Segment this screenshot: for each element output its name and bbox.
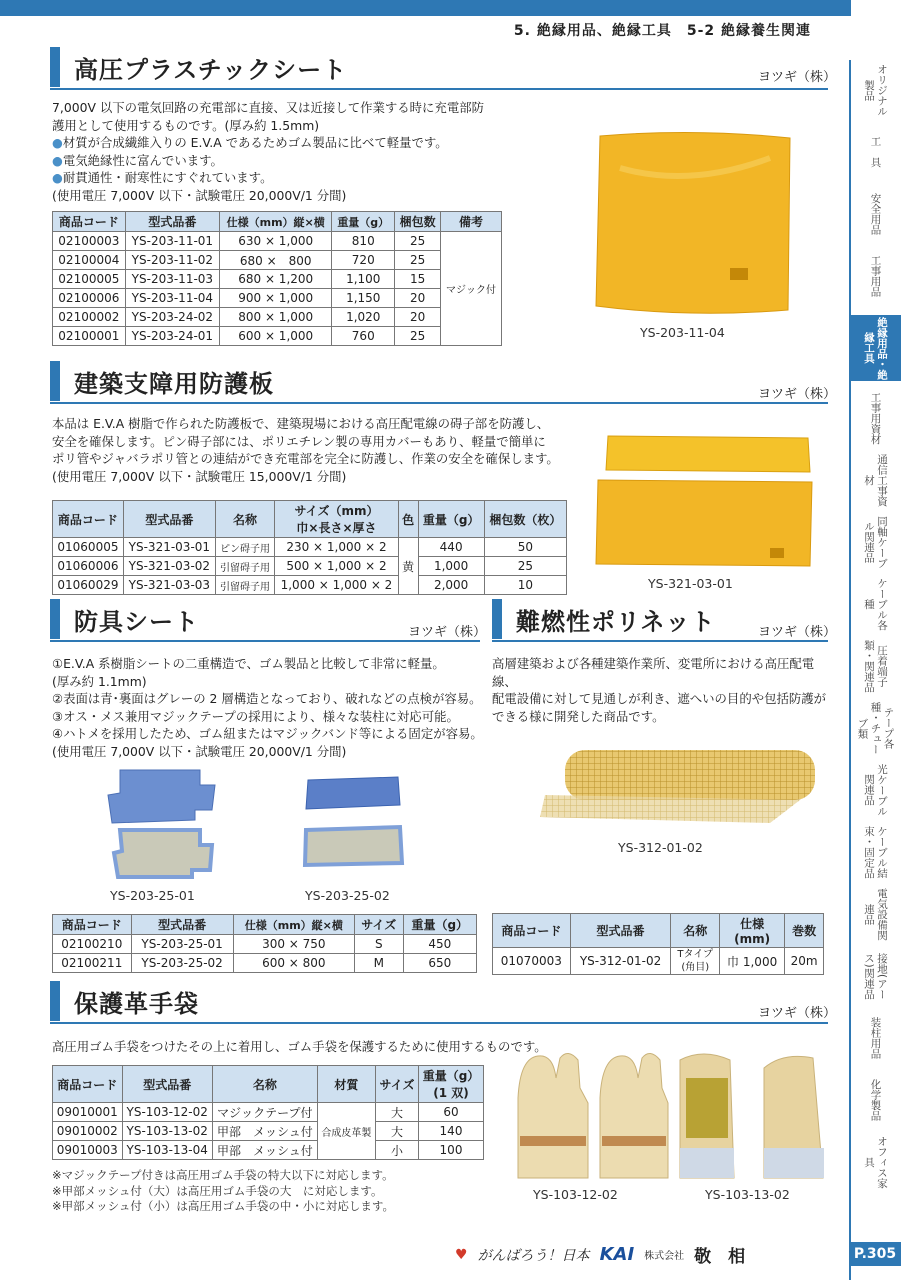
- table-row: 02100003 YS-203-11-01 630 × 1,000 810 25 マジック付: [53, 232, 502, 251]
- company-prefix: 株式会社: [644, 1251, 685, 1262]
- table-row: 01060005 YS-321-03-01 ピン碍子用 230 × 1,000 × 2 黄 440 50: [53, 538, 567, 557]
- sidebar-item-active[interactable]: 絶縁用品・絶縁工具: [849, 315, 901, 381]
- s1-description: 7,000V 以下の電気回路の充電部に直接、又は近接して作業する時に充電部防 護用として使用するものです。(厚み約 1.5mm) ●材質が合成繊維入りの E.V.A であるためゴム製品に比べて軽量です。 ●電気絶縁性に富んでいます。 ●耐貫通性・耐寒性にすぐれています。 (使用電圧 7,000V 以下・試験電圧 20,000V/1 分間): [52, 100, 484, 203]
- s2-table: 商品コード 型式品番 名称 サイズ（mm） 巾×長さ×厚さ 色 重量（g） 梱包数（枚） 01060005 YS-321-03-01 ピン碍子用 230 × 1,000 × 2 黄 440 50 01060006 YS-321-03-02 引留碍子用 500 × 1,000 × 2 1,000 25 01060029 YS-321-03-03 引留碍子用 1,000 × 1,000 × 2 2,000 10: [52, 500, 567, 595]
- heart-icon: ♥: [455, 1246, 468, 1263]
- table-row: 02100210 YS-203-25-01 300 × 750 S 450: [53, 935, 477, 954]
- top-bar: [0, 0, 851, 16]
- chapter-heading: 5. 絶縁用品、絶縁工具 5-2 絶縁養生関連: [513, 23, 811, 39]
- maker: ヨツギ（株）: [758, 1006, 837, 1021]
- sidebar-item[interactable]: オフィス家具: [863, 1135, 888, 1189]
- company-name: 敬 相: [694, 1247, 746, 1267]
- maker: ヨツギ（株）: [408, 625, 487, 640]
- sidebar-item[interactable]: 電気設備関連品: [863, 887, 888, 941]
- s5-table: 商品コード 型式品番 名称 材質 サイズ 重量（g） (1 双) 09010001 YS-103-12-02 マジックテープ付 合成皮革製 大 60 09010002 YS-103-13-02 甲部 メッシュ付 大 140 09010003 YS-103-13-04 甲部 メッシュ付 小 100: [52, 1065, 484, 1160]
- table-row: 02100002 YS-203-24-02 800 × 1,000 1,020 20: [53, 308, 502, 327]
- plastic-sheet-image: [590, 128, 800, 318]
- sidebar-item[interactable]: 同軸ケーブル関連品: [863, 515, 888, 569]
- section-title-leather-gloves: 保護革手袋: [50, 980, 828, 1024]
- poly-net-image: [540, 745, 820, 825]
- table-row: 09010002 YS-103-13-02 甲部 メッシュ付 大 140: [53, 1122, 484, 1141]
- sidebar-item[interactable]: 工事用資材: [869, 391, 882, 445]
- caption-s3-2: YS-203-25-02: [305, 888, 390, 903]
- page-number: P.305: [849, 1242, 901, 1266]
- table-row: 09010003 YS-103-13-04 甲部 メッシュ付 小 100: [53, 1141, 484, 1160]
- s4-table: 商品コード 型式品番 名称 仕様 (mm) 巻数 01070003 YS-312-01-02 Tタイプ (角目) 巾 1,000 20m: [492, 913, 824, 975]
- s5-description: 高圧用ゴム手袋をつけたその上に着用し、ゴム手袋を保護するために使用するものです。: [52, 1039, 547, 1054]
- sidebar-item[interactable]: 化学製品: [869, 1079, 882, 1121]
- section-title-poly-net: 難燃性ポリネット: [492, 598, 828, 642]
- section-title-plastic-sheet: 高圧プラスチックシート: [50, 46, 828, 90]
- s1-table: 商品コード 型式品番 仕様（mm）縦×横 重量（g） 梱包数 備考 02100003 YS-203-11-01 630 × 1,000 810 25 マジック付 02100004 YS-203-11-02 680 × 800 720 25 02100005 YS-203-11-03 680 × 1,200 1,100 15 02100006 YS-203-11-04 900 × 1,000 1,150 20 02100002 YS-203-24-02 800 × 1,000 1,020 20 02100001 YS-203-24-01 600 × 1,000 760 25: [52, 211, 502, 346]
- caption-s2: YS-321-03-01: [648, 576, 733, 591]
- brand-logo: KAI: [599, 1244, 635, 1265]
- table-row: 01060029 YS-321-03-03 引留碍子用 1,000 × 1,000 × 2 2,000 10: [53, 576, 567, 595]
- caption-s1: YS-203-11-04: [640, 325, 725, 340]
- sidebar-item[interactable]: 工 具: [869, 136, 882, 168]
- sidebar-item[interactable]: テープ各種・チューブ類: [856, 701, 895, 755]
- table-row: 01070003 YS-312-01-02 Tタイプ (角目) 巾 1,000 20m: [493, 948, 824, 975]
- category-sidebar: [849, 60, 901, 1280]
- table-row: 02100211 YS-203-25-02 600 × 800 M 650: [53, 954, 477, 973]
- s3-description: ①E.V.A 系樹脂シートの二重構造で、ゴム製品と比較して非常に軽量。 (厚み約 1.1mm) ②表面は青･裏面はグレーの 2 層構造となっており、破れなどの点検が容易。 ③オス・メス兼用マジックテープの採用により、様々な装柱に対応可能。 ④ハトメを採用したため、ゴム紐またはマジックバンド等による固定が容易。 (使用電圧 7,000V 以下・試験電圧 20,000V/1 分間): [52, 656, 483, 759]
- sidebar-item[interactable]: 安全用品: [869, 193, 882, 235]
- sidebar-item[interactable]: 光ケーブル関連品: [863, 763, 888, 817]
- protective-board-image: [590, 430, 820, 572]
- table-row: 02100004 YS-203-11-02 680 × 800 720 25: [53, 251, 502, 270]
- table-row: 02100006 YS-203-11-04 900 × 1,000 1,150 20: [53, 289, 502, 308]
- sidebar-item[interactable]: ケーブル各種: [863, 577, 888, 631]
- maker: ヨツギ（株）: [758, 387, 837, 402]
- section-title-protective-sheet: 防具シート: [50, 598, 480, 642]
- caption-s3-1: YS-203-25-01: [110, 888, 195, 903]
- sidebar-item[interactable]: 装柱用品: [869, 1017, 882, 1059]
- maker: ヨツギ（株）: [758, 625, 837, 640]
- sidebar-item[interactable]: ケーブル結束・固定品: [863, 825, 888, 879]
- table-row: 01060006 YS-321-03-02 引留碍子用 500 × 1,000 × 2 1,000 25: [53, 557, 567, 576]
- section-title-protective-board: 建築支障用防護板: [50, 360, 828, 404]
- gloves-image: [508, 1048, 838, 1183]
- protective-sheet-images: [100, 765, 420, 880]
- s5-notes: ※マジックテープ付きは高圧用ゴム手袋の特大以下に対応します。 ※甲部メッシュ付（大）は高圧用ゴム手袋の大 に対応します。 ※甲部メッシュ付（小）は高圧用ゴム手袋の中・小に対応します。: [52, 1168, 394, 1213]
- table-row: 02100001 YS-203-24-01 600 × 1,000 760 25: [53, 327, 502, 346]
- s3-table: 商品コード 型式品番 仕様（mm）縦×横 サイズ 重量（g） 02100210 YS-203-25-01 300 × 750 S 450 02100211 YS-203-25-02 600 × 800 M 650: [52, 914, 477, 973]
- table-row: 09010001 YS-103-12-02 マジックテープ付 合成皮革製 大 60: [53, 1103, 484, 1122]
- slogan: がんばろう！日本: [477, 1247, 590, 1264]
- sidebar-item[interactable]: 工事用品: [869, 255, 882, 297]
- maker: ヨツギ（株）: [758, 70, 837, 85]
- caption-s5-1: YS-103-12-02: [533, 1187, 618, 1202]
- sidebar-item[interactable]: オリジナル製品: [863, 63, 888, 117]
- sidebar-item[interactable]: 通信工事資材: [863, 453, 888, 507]
- s4-description: 高層建築および各種建築作業所、変電所における高圧配電線、 配電設備に対して見通しが利き、遮へいの目的や包括防護が できる様に開発した商品です。: [492, 656, 827, 724]
- s2-description: 本品は E.V.A 樹脂で作られた防護板で、建築現場における高圧配電線の碍子部を防護し、 安全を確保します。ピン碍子部には、ポリエチレン製の専用カバーもあり、軽量で簡単に ポリ管やジャバラポリ管との連結ができ充電部を完全に防護し、作業の安全を確保します。 (使用電圧 7,000V 以下・試験電圧 15,000V/1 分間): [52, 416, 559, 484]
- sidebar-item[interactable]: 接地(アース)関連品: [863, 952, 888, 1000]
- caption-s4: YS-312-01-02: [618, 840, 703, 855]
- caption-s5-2: YS-103-13-02: [705, 1187, 790, 1202]
- table-row: 02100005 YS-203-11-03 680 × 1,200 1,100 15: [53, 270, 502, 289]
- sidebar-item[interactable]: 圧着端子類・関連品: [863, 639, 888, 693]
- footer: [455, 1242, 745, 1267]
